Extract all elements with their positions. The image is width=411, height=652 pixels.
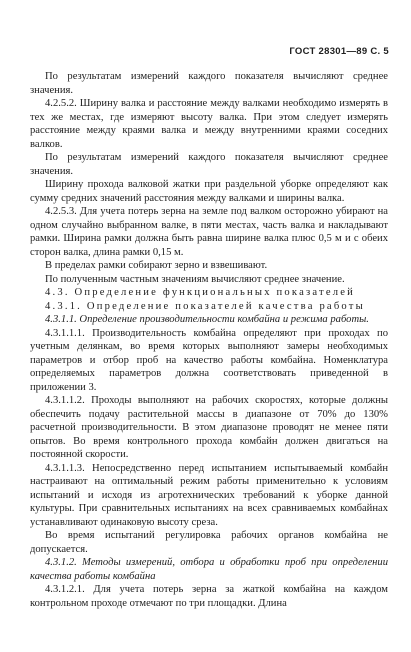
paragraph: 4.2.5.2. Ширину валка и расстояние между валками необходимо измерять в тех же местах, где измеряют высоту валка. При этом следует измерять расстояние между краями валка и между внутренними краями соседних валков.	[30, 98, 388, 150]
subsection-heading: 4.3.1.2. Методы измерений, отбора и обработки проб при определении качества работы комбайна	[30, 557, 388, 582]
subsection-heading: 4.3.1. Определение показателей качества работы	[45, 300, 365, 312]
paragraph: Ширину прохода валковой жатки при раздельной уборке определяют как сумму средних значений расстояния между валками и ширины валка.	[30, 179, 388, 204]
paragraph: 4.3.1.1.1. Производительность комбайна определяют при проходах по учетным делянкам, во время которых выполняют замеры необходимых параметров и отбор проб на качество работы комбайна. Номенклатура определяемых параметров должна соответствовать приведенной в приложении 3.	[30, 327, 388, 393]
subsection-heading: 4.3.1.1. Определение производительности комбайна и режима работы.	[45, 314, 369, 325]
paragraph: По результатам измерений каждого показателя вычисляют среднее значения.	[30, 71, 388, 96]
paragraph: По полученным частным значениям вычисляют среднее значение.	[45, 273, 345, 285]
paragraph: 4.2.5.3. Для учета потерь зерна на земле под валком осторожно убирают на одном случайно выбранном валке, в пяти местах, часть валка и накладывают рамки. Ширина рамки должна быть равна ширине валка плюс 0,5 м и с обеих сторон валка, длина рамки 0,15 м.	[30, 206, 388, 258]
paragraph: 4.3.1.1.3. Непосредственно перед испытанием испытываемый комбайн настраивают на оптимальный режим работы применительно к условиям испытаний и исходя из агротехнических требований к уборке данной культуры. При сравнительных испытаниях на всех сравниваемых комбайнах устанавливают одинаковую высоту среза.	[30, 462, 388, 528]
paragraph: Во время испытаний регулировка рабочих органов комбайна не допускается.	[30, 530, 388, 555]
paragraph: 4.3.1.1.2. Проходы выполняют на рабочих скоростях, которые должны обеспечить подачу растительной массы в диапазоне от 70% до 130% расчетной производительности. В этом диапазоне проводят не менее пяти опытов. Во время контрольного прохода комбайн должен двигаться на постоянной скорости.	[30, 395, 388, 460]
paragraph: По результатам измерений каждого показателя вычисляют среднее значения.	[30, 152, 388, 177]
paragraph: В пределах рамки собирают зерно и взвешивают.	[45, 260, 268, 271]
page-header: ГОСТ 28301—89 С. 5	[289, 46, 389, 57]
section-heading: 4.3. Определение функциональных показателей	[45, 287, 356, 298]
document-body	[30, 70, 388, 610]
paragraph: 4.3.1.2.1. Для учета потерь зерна за жаткой комбайна на каждом контрольном проходе отмечают по три площадки. Длина	[30, 584, 388, 609]
